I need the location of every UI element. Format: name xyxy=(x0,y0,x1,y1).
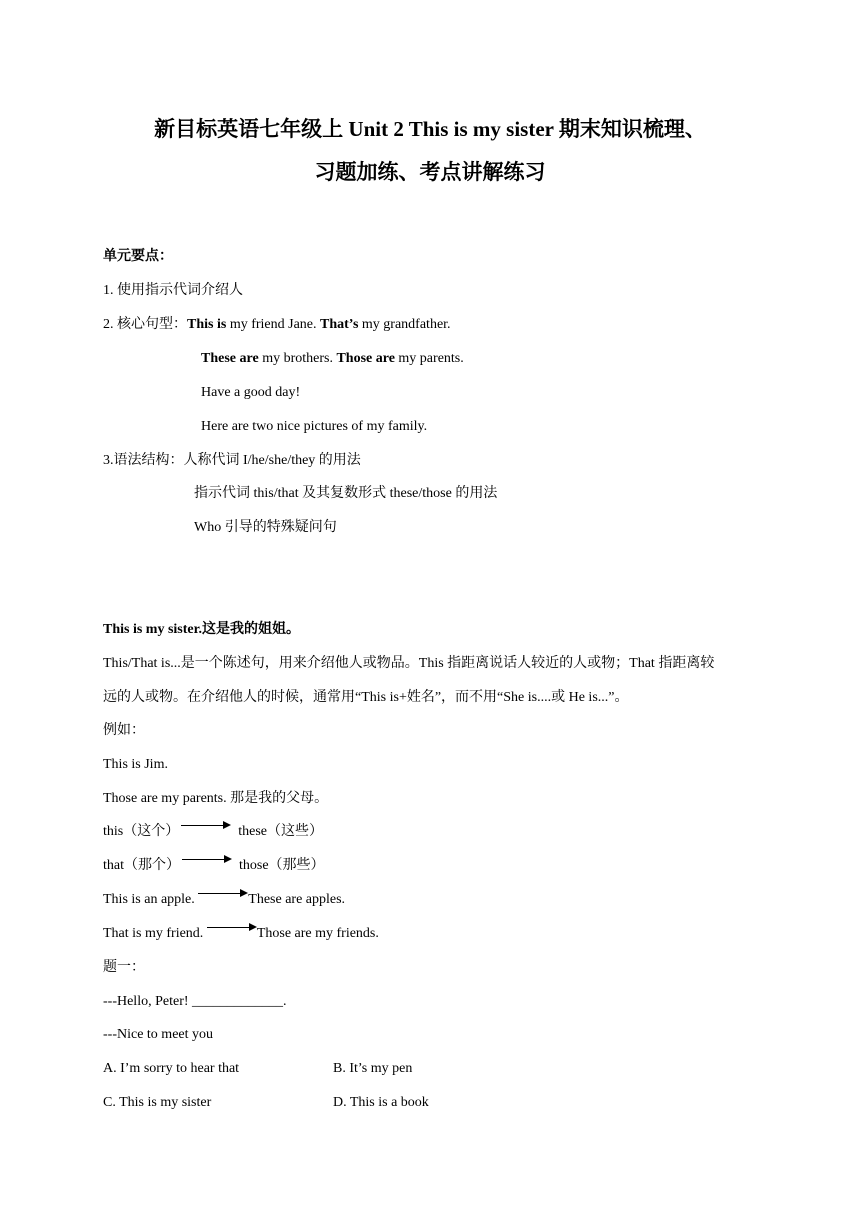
unit-point-3-line-3: Who 引导的特殊疑问句 xyxy=(194,520,337,535)
unit-point-2-prefix: 2. 核心句型： xyxy=(103,317,187,332)
right-arrow-icon xyxy=(182,855,232,865)
option-b: B. It’s my pen xyxy=(333,1061,413,1076)
mapping-right-friends: Those are my friends. xyxy=(256,926,379,941)
section-heading: This is my sister.这是我的姐姐。 xyxy=(103,622,301,637)
right-arrow-icon xyxy=(181,821,231,831)
sentence-this-is-rest: my friend Jane. xyxy=(226,317,321,332)
right-arrow-icon xyxy=(207,923,257,933)
mapping-left-friend: That is my friend. xyxy=(103,926,204,941)
mapping-right-apples: These are apples. xyxy=(248,892,346,907)
mapping-that-those xyxy=(103,857,325,875)
mapping-left-that: that（那个） xyxy=(103,858,180,873)
title-line-1: 新目标英语七年级上 Unit 2 This is my sister 期末知识梳理、 xyxy=(154,117,706,141)
mapping-left-this: this（这个） xyxy=(103,824,180,839)
sentence-this-is: This is xyxy=(187,317,227,332)
example-label: 例如： xyxy=(103,723,145,738)
unit-point-1: 1. 使用指示代词介绍人 xyxy=(103,283,243,298)
example-2: Those are my parents. 那是我的父母。 xyxy=(103,791,329,806)
mapping-friend xyxy=(103,925,379,943)
mapping-apple xyxy=(103,891,345,909)
right-arrow-icon xyxy=(198,889,248,899)
unit-point-2-line-4: Here are two nice pictures of my family. xyxy=(201,419,428,434)
unit-point-2-line-3: Have a good day! xyxy=(201,385,301,400)
sentence-these-are: These are xyxy=(201,351,259,366)
unit-points-heading: 单元要点： xyxy=(103,249,173,264)
unit-point-2 xyxy=(103,316,451,334)
mapping-left-apple: This is an apple. xyxy=(103,892,195,907)
unit-point-3: 3.语法结构：人称代词 I/he/she/they 的用法 xyxy=(103,453,361,468)
sentence-thats-rest: my grandfather. xyxy=(358,317,451,332)
sentence-those-are: Those are xyxy=(336,351,395,366)
option-a: A. I’m sorry to hear that xyxy=(103,1061,240,1076)
exercise-label: 题一： xyxy=(103,960,145,975)
title-line-2: 习题加练、考点讲解练习 xyxy=(314,160,546,184)
sentence-thats: That’s xyxy=(320,317,359,332)
unit-point-3-line-2: 指示代词 this/that 及其复数形式 these/those 的用法 xyxy=(194,486,498,501)
sentence-these-are-rest: my brothers. xyxy=(258,351,337,366)
sentence-those-are-rest: my parents. xyxy=(394,351,464,366)
mapping-right-those: those（那些） xyxy=(239,858,325,873)
example-1: This is Jim. xyxy=(103,757,168,772)
option-d: D. This is a book xyxy=(333,1095,429,1110)
section-paragraph-line-2: 远的人或物。在介绍他人的时候，通常用“This is+姓名”，而不用“She is....或 He is...”。 xyxy=(103,690,629,705)
mapping-this-these xyxy=(103,823,323,841)
mapping-right-these: these（这些） xyxy=(238,824,323,839)
option-c: C. This is my sister xyxy=(103,1095,212,1110)
unit-point-2-line-2 xyxy=(201,350,464,368)
exercise-question-line-1: ---Hello, Peter! _____________. xyxy=(103,994,287,1009)
exercise-question-line-2: ---Nice to meet you xyxy=(103,1027,214,1042)
section-paragraph-line-1: This/That is...是一个陈述句，用来介绍他人或物品。This 指距离说话人较近的人或物；That 指距离较 xyxy=(103,656,715,671)
